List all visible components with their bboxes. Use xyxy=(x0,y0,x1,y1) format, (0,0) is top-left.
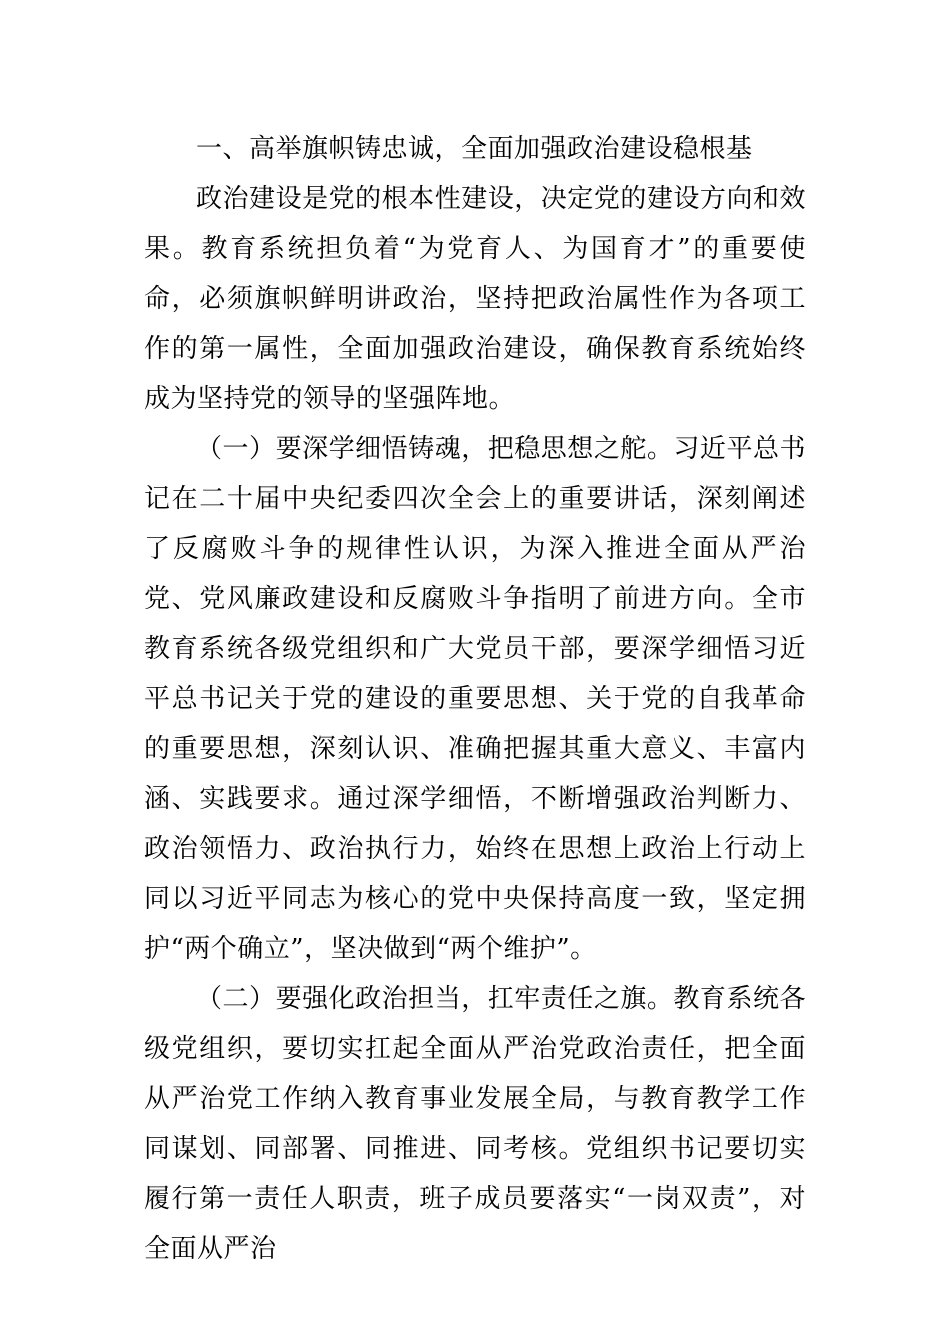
paragraph-political-responsibility: （二）要强化政治担当，扛牢责任之旗。教育系统各级党组织，要切实扛起全面从严治党政治责任，把全面从严治党工作纳入教育事业发展全局，与教育教学工作同谋划、同部署、同推进、同考核。党组织书记要切实履行第一责任人职责，班子成员要落实“一岗双责”，对全面从严治 xyxy=(144,984,806,1264)
paragraph-study-thought: （一）要深学细悟铸魂，把稳思想之舵。习近平总书记在二十届中央纪委四次全会上的重要讲话，深刻阐述了反腐败斗争的规律性认识，为深入推进全面从严治党、党风廉政建设和反腐败斗争指明了前进方向。全市教育系统各级党组织和广大党员干部，要深学细悟习近平总书记关于党的建设的重要思想、关于党的自我革命的重要思想，深刻认识、准确把握其重大意义、丰富内涵、实践要求。通过深学细悟，不断增强政治判断力、政治领悟力、政治执行力，始终在思想上政治上行动上同以习近平同志为核心的党中央保持高度一致，坚定拥护“两个确立”，坚决做到“两个维护”。 xyxy=(144,434,806,964)
section-heading: 一、高举旗帜铸忠诚，全面加强政治建设稳根基 xyxy=(196,134,753,164)
paragraph-political-building: 政治建设是党的根本性建设，决定党的建设方向和效果。教育系统担负着“为党育人、为国育才”的重要使命，必须旗帜鲜明讲政治，坚持把政治属性作为各项工作的第一属性，全面加强政治建设，确保教育系统始终成为坚持党的领导的坚强阵地。 xyxy=(144,184,806,414)
document-body xyxy=(144,124,806,1274)
